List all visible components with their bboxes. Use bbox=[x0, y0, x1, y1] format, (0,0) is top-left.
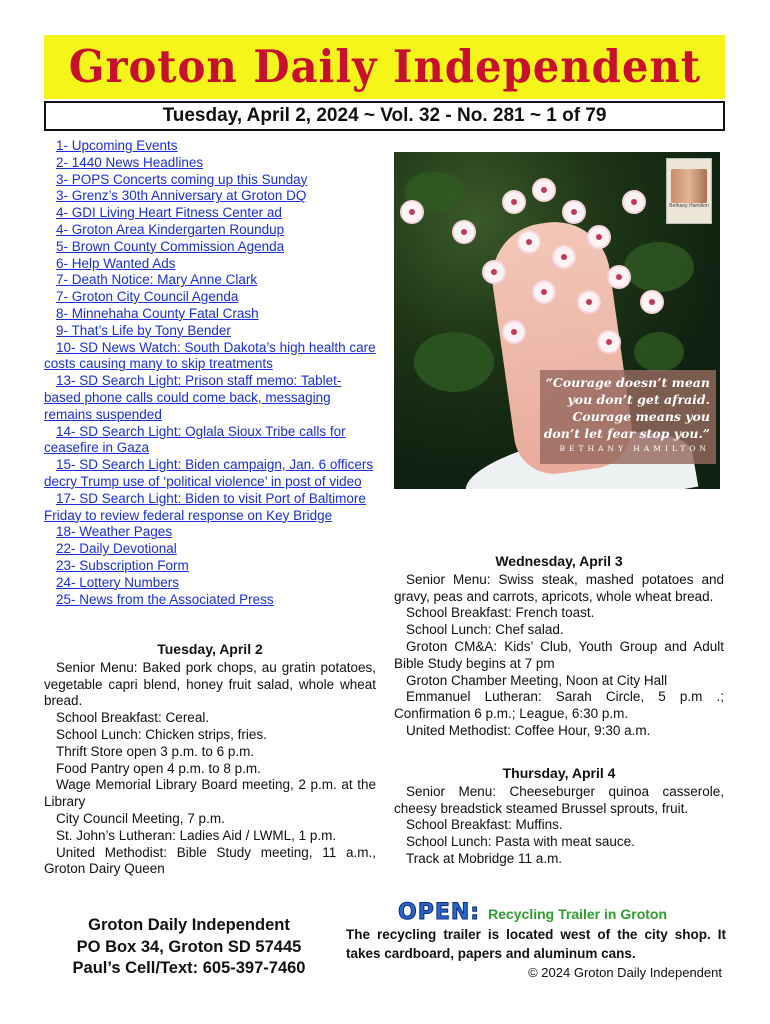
toc-link[interactable]: 24- Lottery Numbers bbox=[56, 574, 180, 590]
schedule-item: United Methodist: Bible Study meeting, 11 a.m., Groton Dairy Queen bbox=[44, 844, 376, 877]
schedule-item: School Lunch: Chicken strips, fries. bbox=[56, 726, 267, 742]
schedule-item: St. John’s Lutheran: Ladies Aid / LWML, 1 p.m. bbox=[56, 827, 337, 843]
toc-item[interactable] bbox=[44, 272, 376, 289]
toc-link[interactable]: 7- Groton City Council Agenda bbox=[56, 289, 239, 305]
toc-link[interactable]: 10- SD News Watch: South Dakota’s high health care costs causing many to skip treatments bbox=[44, 339, 376, 372]
contact-name: Groton Daily Independent bbox=[88, 916, 290, 934]
toc-item[interactable] bbox=[44, 138, 376, 155]
toc-link[interactable]: 9- That’s Life by Tony Bender bbox=[56, 322, 231, 338]
schedule-item: School Lunch: Chef salad. bbox=[406, 622, 564, 638]
schedule-wednesday bbox=[394, 553, 724, 740]
quote-text: “Courage doesn’t mean you don’t get afraid. Courage means you don’t let fear stop you.” bbox=[543, 375, 710, 441]
toc-item[interactable] bbox=[44, 188, 376, 205]
toc-item[interactable] bbox=[44, 205, 376, 222]
toc-link[interactable]: 3- Grenz’s 30th Anniversary at Groton DQ bbox=[56, 188, 307, 204]
book-label: Bethany Hamilton bbox=[669, 203, 709, 209]
toc-link[interactable]: 4- Groton Area Kindergarten Roundup bbox=[56, 221, 285, 237]
quote-author: BETHANY HAMILTON bbox=[559, 444, 710, 453]
toc-item[interactable] bbox=[44, 558, 376, 575]
schedule-item: Senior Menu: Cheeseburger quinoa casserole, cheesy breadstick steamed Brussel sprouts, fruit. bbox=[394, 783, 724, 816]
toc-link[interactable]: 2- 1440 News Headlines bbox=[56, 154, 204, 170]
dateline: Tuesday, April 2, 2024 ~ Vol. 32 - No. 281 ~ 1 of 79 bbox=[44, 101, 725, 131]
book-cover bbox=[666, 158, 712, 224]
schedule-item: Food Pantry open 4 p.m. to 8 p.m. bbox=[56, 760, 261, 776]
toc-link[interactable]: 22- Daily Devotional bbox=[56, 541, 177, 557]
schedule-item: School Breakfast: French toast. bbox=[406, 605, 595, 621]
toc-item[interactable] bbox=[44, 323, 376, 340]
toc-link[interactable]: 15- SD Search Light: Biden campaign, Jan. 6 officers decry Trump use of ‘political violence’ in post of video bbox=[44, 457, 374, 489]
toc-item[interactable] bbox=[44, 541, 376, 558]
schedule-tuesday bbox=[44, 641, 376, 878]
toc-item[interactable] bbox=[44, 424, 376, 458]
table-of-contents bbox=[44, 138, 376, 608]
toc-item[interactable] bbox=[44, 491, 376, 525]
schedule-thursday bbox=[394, 765, 724, 868]
recycling-body: The recycling trailer is located west of the city shop. It takes cardboard, papers and aluminum cans. bbox=[346, 927, 726, 961]
schedule-item: Track at Mobridge 11 a.m. bbox=[406, 850, 563, 866]
toc-item[interactable] bbox=[44, 340, 376, 374]
schedule-heading: Tuesday, April 2 bbox=[157, 641, 263, 657]
toc-link[interactable]: 14- SD Search Light: Oglala Sioux Tribe calls for ceasefire in Gaza bbox=[44, 423, 346, 456]
cover-photo bbox=[394, 152, 720, 489]
toc-link[interactable]: 3- POPS Concerts coming up this Sunday bbox=[56, 171, 308, 187]
recycling-title: Recycling Trailer in Groton bbox=[488, 906, 668, 922]
schedule-item: Wage Memorial Library Board meeting, 2 p.m. at the Library bbox=[44, 777, 376, 810]
schedule-heading: Thursday, April 4 bbox=[502, 765, 616, 781]
toc-link[interactable]: 6- Help Wanted Ads bbox=[56, 255, 176, 271]
toc-item[interactable] bbox=[44, 575, 376, 592]
toc-item[interactable] bbox=[44, 172, 376, 189]
schedule-item: Groton Chamber Meeting, Noon at City Hall bbox=[406, 672, 668, 688]
toc-item[interactable] bbox=[44, 222, 376, 239]
toc-item[interactable] bbox=[44, 373, 376, 423]
contact-phone: Paul’s Cell/Text: 605-397-7460 bbox=[72, 959, 306, 977]
schedule-item: School Breakfast: Cereal. bbox=[56, 710, 210, 726]
contact-address: PO Box 34, Groton SD 57445 bbox=[76, 937, 302, 956]
toc-link[interactable]: 4- GDI Living Heart Fitness Center ad bbox=[56, 205, 282, 221]
toc-link[interactable]: 8- Minnehaha County Fatal Crash bbox=[56, 305, 259, 321]
toc-link[interactable]: 13- SD Search Light: Prison staff memo: Tablet-based phone calls could come back, messaging remains suspended bbox=[44, 373, 342, 422]
toc-item[interactable] bbox=[44, 256, 376, 273]
toc-item[interactable] bbox=[44, 592, 376, 609]
toc-link[interactable]: 17- SD Search Light: Biden to visit Port of Baltimore Friday to review federal response on Key Bridge bbox=[44, 490, 366, 523]
toc-item[interactable] bbox=[44, 155, 376, 172]
recycling-notice bbox=[346, 900, 726, 982]
toc-item[interactable] bbox=[44, 239, 376, 256]
schedule-item: School Breakfast: Muffins. bbox=[406, 817, 563, 833]
schedule-item: Senior Menu: Swiss steak, mashed potatoes and gravy, peas and carrots, apricots, whole wheat bread. bbox=[394, 571, 724, 604]
toc-item[interactable] bbox=[44, 289, 376, 306]
masthead-title: Groton Daily Independent bbox=[68, 40, 701, 93]
toc-item[interactable] bbox=[44, 457, 376, 491]
toc-link[interactable]: 1- Upcoming Events bbox=[56, 138, 178, 153]
toc-link[interactable]: 7- Death Notice: Mary Anne Clark bbox=[56, 272, 258, 288]
toc-link[interactable]: 23- Subscription Form bbox=[56, 557, 189, 573]
open-label: OPEN: bbox=[398, 900, 481, 925]
toc-item[interactable] bbox=[44, 524, 376, 541]
toc-link[interactable]: 25- News from the Associated Press bbox=[56, 591, 274, 607]
masthead bbox=[44, 35, 725, 99]
schedule-item: City Council Meeting, 7 p.m. bbox=[56, 810, 225, 826]
schedule-item: United Methodist: Coffee Hour, 9:30 a.m. bbox=[406, 722, 651, 738]
schedule-item: Emmanuel Lutheran: Sarah Circle, 5 p.m .; Confirmation 6 p.m.; League, 6:30 p.m. bbox=[394, 689, 724, 722]
copyright: © 2024 Groton Daily Independent bbox=[528, 965, 722, 980]
schedule-item: Thrift Store open 3 p.m. to 6 p.m. bbox=[56, 743, 255, 759]
schedule-item: School Lunch: Pasta with meat sauce. bbox=[406, 834, 635, 850]
toc-item[interactable] bbox=[44, 306, 376, 323]
schedule-item: Groton CM&A: Kids’ Club, Youth Group and Adult Bible Study begins at 7 pm bbox=[394, 638, 724, 671]
toc-link[interactable]: 18- Weather Pages bbox=[56, 524, 173, 540]
contact-block bbox=[44, 915, 334, 980]
schedule-heading: Wednesday, April 3 bbox=[495, 553, 623, 569]
schedule-item: Senior Menu: Baked pork chops, au gratin potatoes, vegetable capri blend, honey fruit salad, whole wheat bread. bbox=[44, 659, 376, 709]
quote-box bbox=[540, 370, 716, 464]
toc-link[interactable]: 5- Brown County Commission Agenda bbox=[56, 238, 285, 254]
